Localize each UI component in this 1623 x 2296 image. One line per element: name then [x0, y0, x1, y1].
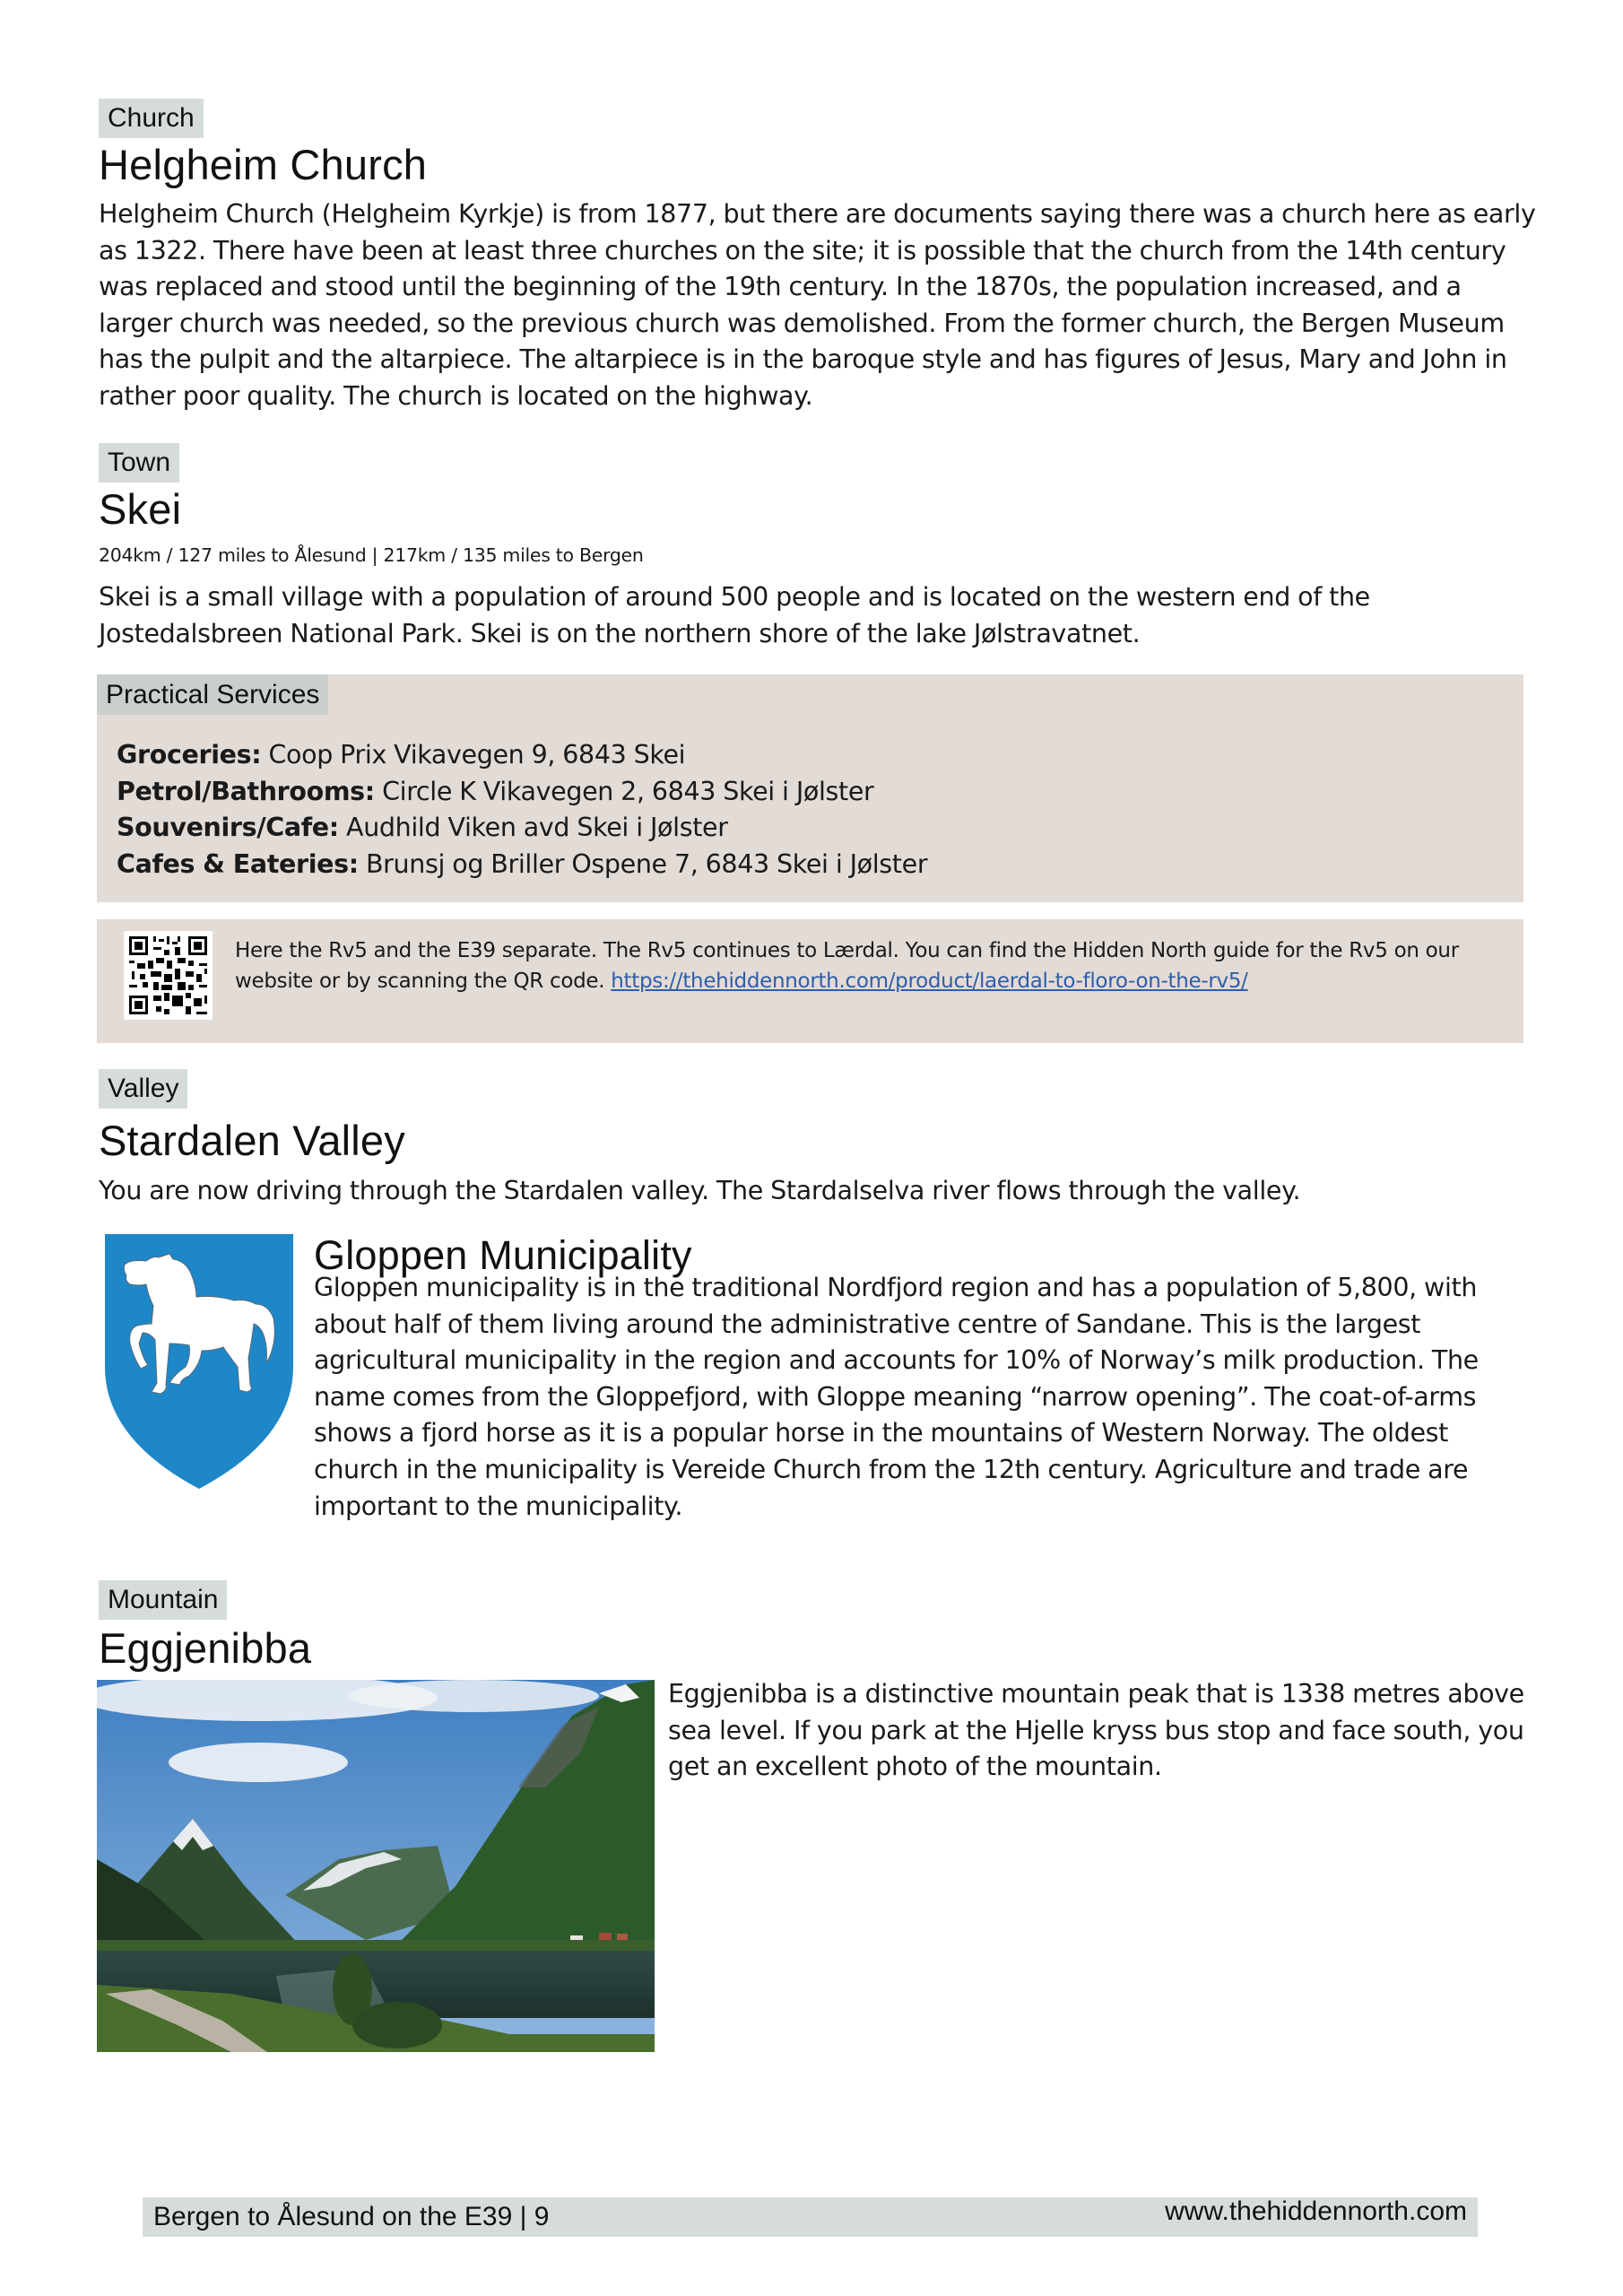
page-number: 9 — [534, 2202, 550, 2231]
service-value: Audhild Viken avd Skei i Jølster — [346, 813, 728, 843]
category-tag-town: Town — [99, 443, 179, 483]
callout-body: Here the Rv5 and the E39 separate. The Rv5 continues to Lærdal. You can find the Hidden North guide for the Rv5 on our website or by scanning the QR code. — [235, 939, 1459, 993]
section-body-skei: Skei is a small village with a population of around 500 people and is located on the western end of the Jostedalsbreen National Park. Skei is on the northern shore of the lake Jølstravatnet. — [99, 582, 1370, 648]
section-title-stardalen: Stardalen Valley — [99, 1117, 405, 1164]
practical-services-box — [97, 674, 1523, 902]
service-item-cafes — [117, 847, 1515, 883]
footer-guide-name: Bergen to Ålesund on the E39 — [153, 2202, 513, 2231]
section-title-helgheim: Helgheim Church — [99, 141, 428, 188]
category-tag-mountain: Mountain — [99, 1580, 227, 1620]
service-value: Coop Prix Vikavegen 9, 6843 Skei — [268, 740, 686, 770]
section-title-gloppen: Gloppen Municipality — [314, 1232, 692, 1278]
section-title-eggjenibba: Eggjenibba — [99, 1624, 312, 1672]
eggjenibba-photo — [97, 1680, 655, 2052]
service-label: Cafes & Eateries: — [117, 848, 359, 879]
section-body-helgheim: Helgheim Church (Helgheim Kyrkje) is from 1877, but there are documents saying there was a church here as early as 1322. There have been at least three churches on the site; it is possible that the church from the 14th century was replaced and stood until the beginning of the 19th century. In the 1870s, the population increased, and a larger church was needed, so the previous church was demolished. From the former church, the Bergen Museum has the pulpit and the altarpiece. The altarpiece is in the baroque style and has figures of Jesus, Mary and John in rather poor quality. The church is located on the highway. — [99, 199, 1536, 411]
section-body-eggjenibba: Eggjenibba is a distinctive mountain peak that is 1338 metres above sea level. If you park at the Hjelle kryss bus stop and face south, you get an excellent photo of the mountain. — [668, 1679, 1524, 1782]
service-item-groceries — [117, 737, 1515, 774]
qr-code-graphic — [124, 931, 213, 1020]
practical-services-label: Practical Services — [97, 674, 328, 715]
footer-website[interactable]: www.thehiddennorth.com — [1165, 2196, 1467, 2226]
category-tag-church: Church — [99, 99, 204, 138]
service-label: Souvenirs/Cafe: — [117, 813, 339, 843]
footer-separator: | — [519, 2202, 527, 2231]
service-value: Circle K Vikavegen 2, 6843 Skei i Jølster — [382, 776, 874, 806]
service-label: Petrol/Bathrooms: — [117, 776, 375, 806]
rv5-callout-text — [235, 935, 1463, 996]
services-list — [117, 737, 1515, 883]
rv5-guide-link[interactable]: https://thehiddennorth.com/product/laerdal-to-floro-on-the-rv5/ — [611, 970, 1248, 993]
service-label: Groceries: — [117, 740, 262, 770]
service-value: Brunsj og Briller Ospene 7, 6843 Skei i Jølster — [365, 848, 928, 879]
qr-code-icon[interactable] — [124, 931, 213, 1020]
section-body-gloppen: Gloppen municipality is in the traditional Nordfjord region and has a population of 5,800, with about half of them living around the administrative centre of Sandane. This is the largest agricultural municipality in the region and accounts for 10% of Norway’s milk production. The name comes from the Gloppefjord, with Gloppe meaning “narrow opening”. The coat-of-arms shows a fjord horse as it is a popular horse in the mountains of Western Norway. The oldest church in the municipality is Vereide Church from the 12th century. Agriculture and trade are important to the municipality. — [314, 1273, 1479, 1521]
page-footer — [143, 2197, 1478, 2237]
distance-info: 204km / 127 miles to Ålesund | 217km / 135 miles to Bergen — [99, 544, 644, 566]
service-item-souvenirs — [117, 810, 1515, 847]
service-item-petrol — [117, 774, 1515, 811]
gloppen-coat-of-arms-icon — [103, 1232, 295, 1491]
section-body-stardalen: You are now driving through the Stardalen valley. The Stardalselva river flows through the valley. — [99, 1176, 1301, 1205]
footer-guide-title — [153, 2199, 549, 2235]
category-tag-valley: Valley — [99, 1069, 187, 1109]
section-title-skei: Skei — [99, 485, 182, 533]
